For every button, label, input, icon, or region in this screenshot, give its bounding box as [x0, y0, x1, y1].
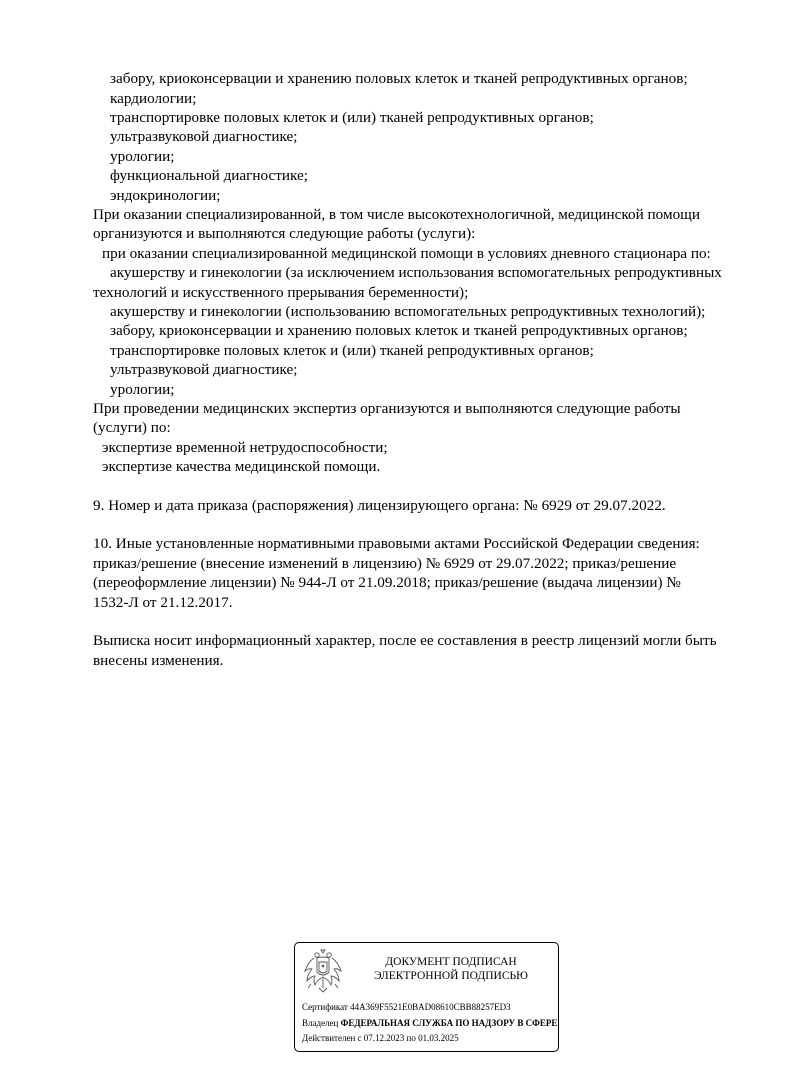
text-line: (переоформление лицензии) № 944-Л от 21.09.2018; приказ/решение (выдача лицензии) №	[93, 574, 681, 591]
license-order-line: 9. Номер и дата приказа (распоряжения) лицензирующего органа: № 6929 от 29.07.2022.	[93, 497, 666, 514]
certificate-value: 44A369F5521E0BAD08610CBB88257ED3	[350, 1002, 511, 1012]
owner-label: Владелец	[302, 1018, 339, 1028]
text-line: транспортировке половых клеток и (или) тканей репродуктивных органов;	[110, 109, 594, 126]
text-line: приказ/решение (внесение изменений в лицензию) № 6929 от 29.07.2022; приказ/решение	[93, 555, 677, 572]
text-line: технологий и искусственного прерывания беременности);	[93, 284, 469, 301]
text-line: При оказании специализированной, в том числе высокотехнологичной, медицинской помощи	[93, 206, 701, 223]
text-line: ультразвуковой диагностике;	[110, 361, 298, 378]
text-line: 10. Иные установленные нормативными правовыми актами Российской Федерации сведения:	[93, 535, 700, 552]
text-line: урологии;	[110, 381, 175, 398]
text-line: организуются и выполняются следующие работы (услуги):	[93, 225, 476, 242]
text-line: акушерству и гинекологии (использованию вспомогательных репродуктивных технологий);	[110, 303, 706, 320]
stamp-validity: Действителен с 07.12.2023 по 01.03.2025	[302, 1033, 459, 1043]
text-line: урологии;	[110, 148, 175, 165]
text-line: ультразвуковой диагностике;	[110, 128, 298, 145]
owner-value: ФЕДЕРАЛЬНАЯ СЛУЖБА ПО НАДЗОРУ В СФЕРЕ	[340, 1018, 558, 1028]
stamp-title-line1: ДОКУМЕНТ ПОДПИСАН	[385, 956, 517, 968]
certificate-label: Сертификат	[302, 1002, 348, 1012]
text-line: Выписка носит информационный характер, после ее составления в реестр лицензий могли быть	[93, 632, 717, 649]
text-line: экспертизе временной нетрудоспособности;	[102, 439, 388, 456]
electronic-signature-stamp	[294, 942, 559, 1052]
double-headed-eagle-emblem-icon	[301, 949, 345, 995]
stamp-certificate	[302, 1001, 511, 1013]
text-line: эндокринологии;	[110, 187, 221, 204]
text-line: кардиологии;	[110, 90, 197, 107]
text-line: (услуги) по:	[93, 419, 171, 436]
text-line: при оказании специализированной медицинской помощи в условиях дневного стационара по:	[102, 245, 711, 262]
text-line: 1532-Л от 21.12.2017.	[93, 594, 233, 611]
text-line: экспертизе качества медицинской помощи.	[102, 458, 381, 475]
stamp-title-line2: ЭЛЕКТРОННОЙ ПОДПИСЬЮ	[374, 970, 528, 982]
text-line: внесены изменения.	[93, 652, 224, 669]
text-line: транспортировке половых клеток и (или) тканей репродуктивных органов;	[110, 342, 594, 359]
text-line: При проведении медицинских экспертиз организуются и выполняются следующие работы	[93, 400, 681, 417]
text-line: акушерству и гинекологии (за исключением использования вспомогательных репродуктивных	[110, 264, 722, 281]
text-line: функциональной диагностике;	[110, 167, 308, 184]
stamp-owner	[302, 1017, 557, 1029]
text-line: забору, криоконсервации и хранению половых клеток и тканей репродуктивных органов;	[110, 322, 688, 339]
text-line: забору, криоконсервации и хранению половых клеток и тканей репродуктивных органов;	[110, 70, 688, 87]
